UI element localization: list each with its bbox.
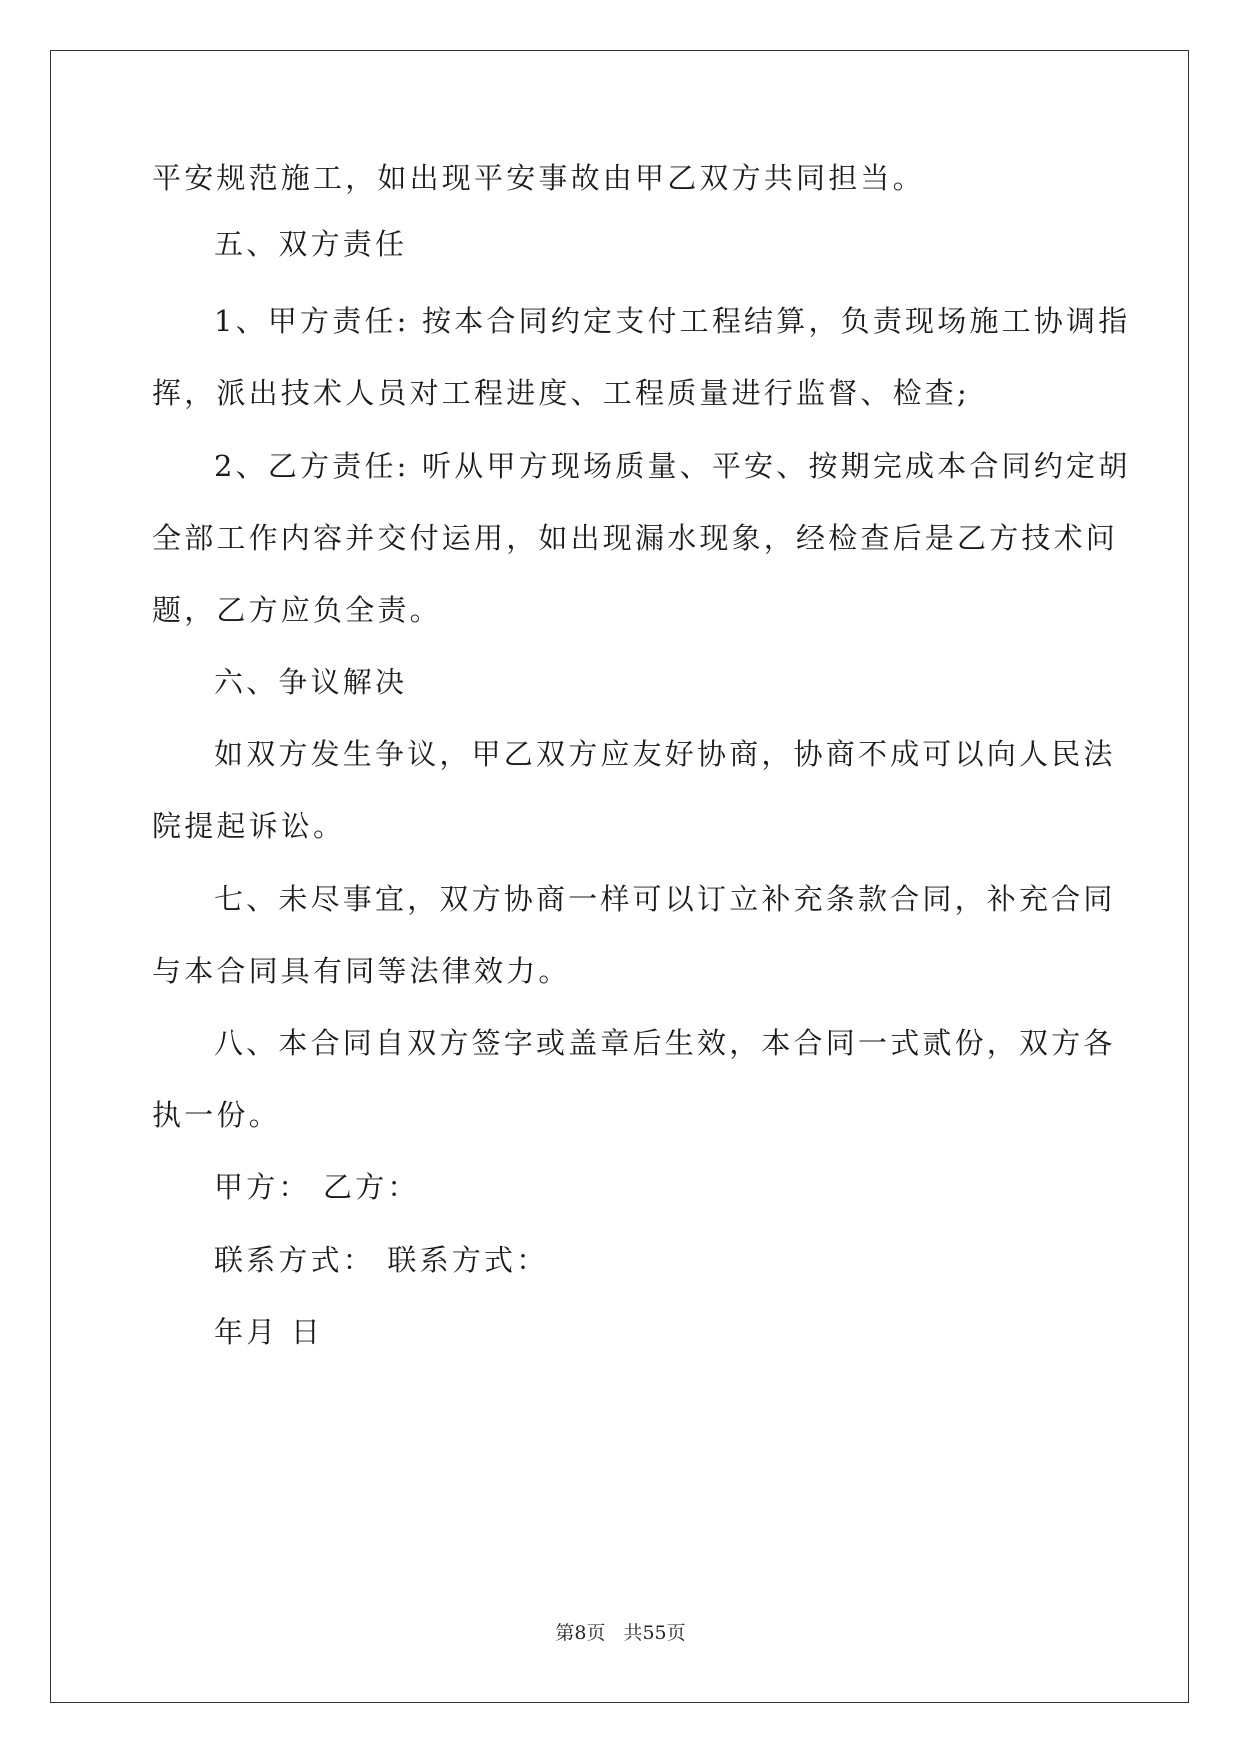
body-line: 七、未尽事宜，双方协商一样可以订立补充条款合同，补充合同 [214,882,1116,916]
body-line: 题，乙方应负全责。 [152,593,442,627]
body-line: 2、乙方责任: 听从甲方现场质量、平安、按期完成本合同约定胡 [214,449,1131,483]
signature-party-line: 甲方： 乙方： [214,1170,420,1204]
body-line: 全部工作内容并交付运用，如出现漏水现象，经检查后是乙方技术问 [152,521,1119,555]
body-line: 八、本合同自双方签字或盖章后生效，本合同一式贰份，双方各 [214,1026,1116,1060]
body-line: 1、甲方责任: 按本合同约定支付工程结算，负责现场施工协调指 [214,304,1131,338]
contact-line: 联系方式： 联系方式： [214,1243,549,1277]
date-line: 年月 日 [214,1315,324,1349]
page-footer [0,1621,1241,1645]
page-border [50,50,1189,1703]
body-line: 平安规范施工，如出现平安事故由甲乙双方共同担当。 [152,161,925,195]
page-number: 第8页 [555,1622,606,1644]
section-heading: 六、争议解决 [214,665,408,699]
body-line: 院提起诉讼。 [152,809,346,843]
page-total: 共55页 [623,1622,686,1644]
body-line: 执一份。 [152,1098,281,1132]
body-line: 与本合同具有同等法律效力。 [152,954,571,988]
body-line: 如双方发生争议，甲乙双方应友好协商，协商不成可以向人民法 [214,737,1116,771]
section-heading: 五、双方责任 [214,227,408,261]
body-line: 挥，派出技术人员对工程进度、工程质量进行监督、检查; [152,376,970,410]
